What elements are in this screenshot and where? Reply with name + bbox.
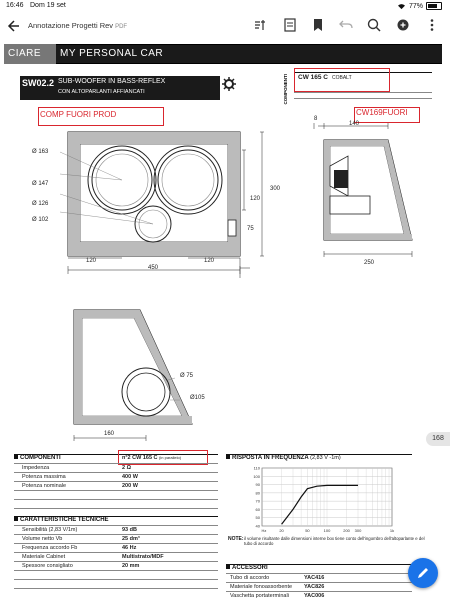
freq-xtick-label: 200 [343, 528, 350, 533]
freq-xtick-label: Hz [261, 528, 267, 533]
annotation-cw169: CW169FUORI [356, 108, 408, 117]
dim-d105: Ø105 [190, 395, 205, 401]
dim-h120: 120 [250, 196, 261, 202]
dim-d147: Ø 147 [32, 181, 49, 187]
undo-icon[interactable] [338, 17, 354, 33]
freq-header-sub: (2,83 V -1m) [310, 455, 341, 461]
dim-d75: Ø 75 [180, 373, 194, 379]
accessory-row-0-label: Tubo di accordo [230, 575, 270, 581]
battery-percent: 77% [408, 2, 423, 10]
components-row-2-label: Potenza nominale [22, 483, 67, 489]
freq-xtick-label: 20 [279, 528, 284, 533]
accessory-row-0-value: YAC416 [304, 575, 325, 581]
pencil-icon [416, 566, 430, 580]
tech-table-header-text: CARATTERISTICHE TECNICHE [20, 517, 109, 523]
dim-d163: Ø 163 [32, 149, 49, 155]
accessories-header-text: ACCESSORI [232, 565, 268, 571]
dim-h75: 75 [247, 226, 254, 232]
page-number-badge[interactable]: 168 [426, 432, 450, 446]
dim-w120-left: 120 [86, 258, 97, 264]
model-code: SW02.2 [22, 78, 55, 88]
reading-mode-icon[interactable] [252, 17, 268, 33]
bullet-icon [226, 455, 230, 459]
accessory-row-1-value: YAC826 [304, 584, 325, 590]
dim-d140: 140 [349, 121, 360, 127]
freq-xtick-label: 100 [323, 528, 331, 533]
components-side-value: CW 165 C [298, 74, 328, 81]
document-ext: PDF [115, 24, 128, 30]
edit-fab-button[interactable] [408, 558, 438, 588]
freq-ytick-label: 110 [253, 465, 260, 471]
status-bar [0, 0, 450, 12]
dim-d102: Ø 102 [32, 217, 49, 223]
components-table-value-text: n°2 CW 165 C [122, 455, 158, 461]
accessory-row-1-label: Materiale fonoassorbente [230, 584, 293, 590]
freq-xtick-label: 50 [305, 528, 310, 533]
annotation-comp-fuori: COMP FUORI PROD [40, 110, 117, 119]
freq-note-text: il volume risultante dalle dimensioni interne box tiene conto dell'ingombro dell'altoparlante e del tubo di accordo [244, 536, 425, 546]
components-table-header [14, 455, 61, 461]
edit-text-icon[interactable] [282, 17, 298, 33]
tech-row-1-value: 25 dm³ [122, 536, 140, 542]
gear-logo-icon [222, 77, 236, 91]
status-time: 16:46 [6, 2, 24, 9]
bullet-icon [14, 517, 18, 521]
document-title [28, 21, 127, 30]
freq-ytick-label: 50 [255, 515, 260, 521]
tech-row-2-value: 46 Hz [122, 545, 137, 551]
bookmark-icon[interactable] [310, 17, 326, 33]
pdf-page[interactable] [0, 40, 450, 600]
dim-d126: Ø 126 [32, 201, 49, 207]
dim-h300: 300 [270, 186, 281, 192]
dim-w450: 450 [148, 265, 159, 271]
app-toolbar [0, 12, 450, 40]
dim-w160: 160 [104, 431, 115, 437]
model-subdescription: CON ALTOPARLANTI AFFIANCATI [58, 89, 145, 95]
header-section: MY PERSONAL CAR [60, 48, 164, 59]
components-row-2-value: 200 W [122, 483, 138, 489]
freq-ytick-label: 70 [255, 498, 260, 504]
tech-row-0-value: 93 dB [122, 527, 137, 533]
tech-row-2-label: Frequenza accordo Fb [22, 545, 78, 551]
search-icon[interactable] [366, 17, 382, 33]
status-date: Dom 19 set [30, 2, 66, 9]
tech-row-1-label: Volume netto Vb [22, 536, 63, 542]
tech-row-0-label: Sensibilità (2,83 V/1m) [22, 527, 78, 533]
document-title-text: Annotazione Progetti Rev [28, 21, 114, 30]
freq-xtick-label: 1k [389, 528, 395, 533]
freq-ytick-label: 40 [255, 523, 260, 529]
components-row-1-value: 400 W [122, 474, 138, 480]
battery-icon [426, 2, 442, 10]
freq-ytick-label: 80 [255, 490, 260, 496]
tech-row-4-value: 20 mm [122, 563, 140, 569]
components-table-value [122, 455, 181, 461]
more-icon[interactable] [424, 17, 440, 33]
components-row-1-label: Potenza massima [22, 474, 66, 480]
header-brand: CIARE [8, 48, 42, 59]
components-row-0-label: Impedenza [22, 465, 50, 471]
freq-header [226, 455, 341, 461]
freq-ytick-label: 100 [253, 473, 260, 479]
model-description: SUB-WOOFER IN BASS-REFLEX [58, 78, 166, 85]
freq-ytick-label: 90 [255, 482, 260, 488]
components-table-value-note: (in parallelo) [159, 455, 182, 460]
status-battery [397, 2, 442, 10]
bullet-icon [226, 565, 230, 569]
dim-w120-right: 120 [204, 258, 215, 264]
freq-header-text: RISPOSTA IN FREQUENZA [232, 455, 309, 461]
tech-row-4-label: Spessore consigliato [22, 563, 73, 569]
frequency-response-chart [226, 464, 396, 538]
back-arrow-icon[interactable] [6, 18, 22, 34]
components-row-0-value: 2 Ω [122, 465, 131, 471]
tech-row-3-value: Multistrato/MDF [122, 554, 164, 560]
tech-table-header [14, 517, 109, 523]
bottom-view-drawing [60, 300, 230, 450]
components-table-header-text: COMPONENTI [20, 455, 61, 461]
add-user-icon[interactable] [396, 17, 412, 33]
freq-note-head: NOTE: [228, 536, 244, 542]
dim-d250: 250 [364, 260, 375, 266]
accessory-row-2-label: Vaschetta portaterminali [230, 593, 289, 599]
side-view-drawing [300, 114, 430, 274]
accessory-row-2-value: YAC006 [304, 593, 325, 599]
tech-row-3-label: Materiale Cabinet [22, 554, 66, 560]
wifi-icon [397, 3, 406, 10]
accessories-header [226, 565, 268, 571]
freq-xtick-label: 300 [354, 528, 362, 533]
bullet-icon [14, 455, 18, 459]
components-side-sub: COBALT [332, 75, 352, 81]
dim-d8: 8 [314, 116, 318, 122]
freq-ytick-label: 60 [255, 506, 260, 512]
components-side-label: COMPONENTI [283, 74, 288, 105]
